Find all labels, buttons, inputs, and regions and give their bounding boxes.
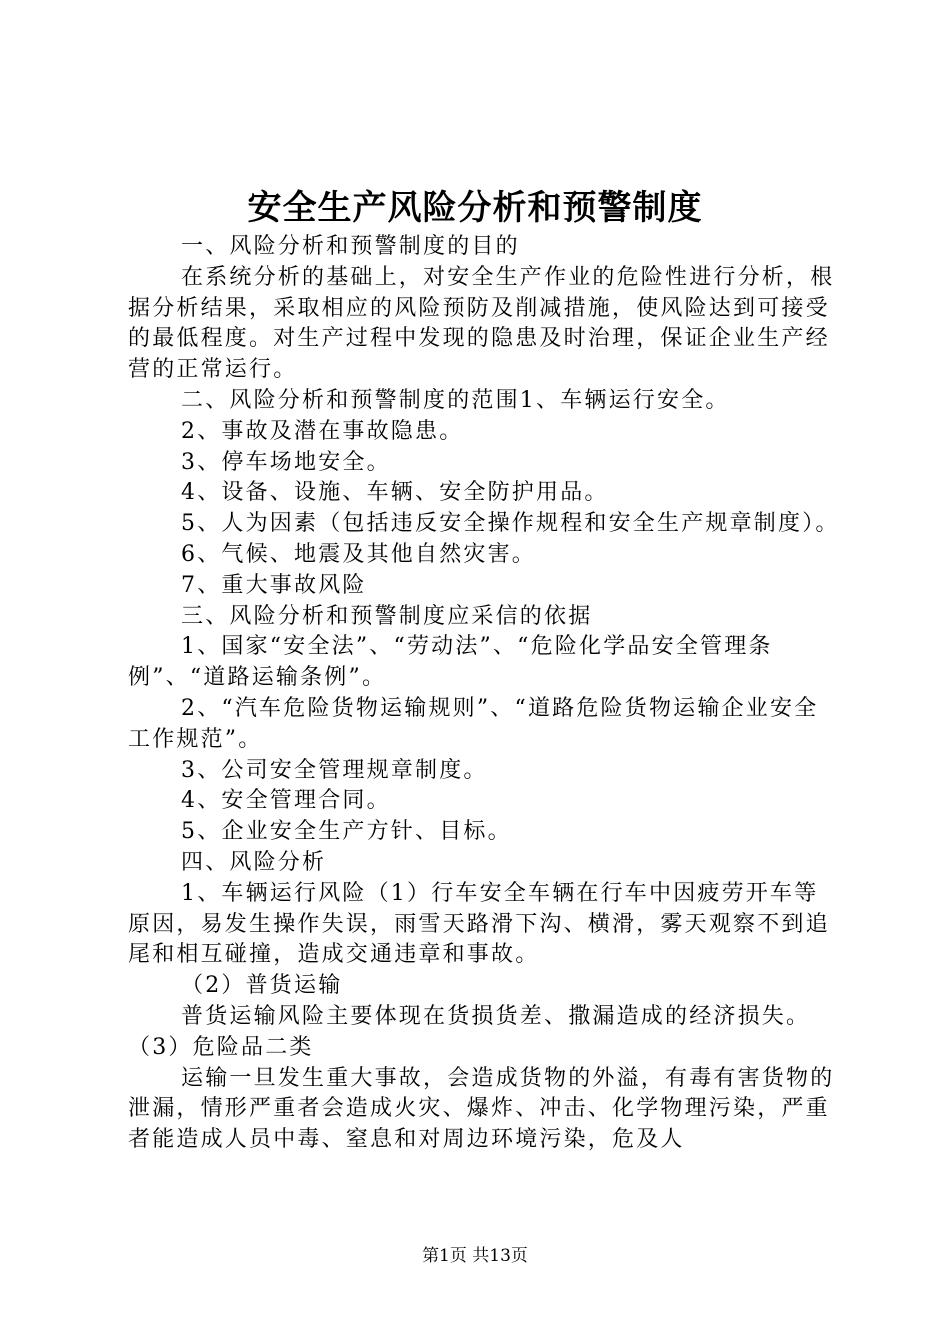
body-paragraph: 1、国家“安全法”、“劳动法”、“危险化学品安全管理条例”、“道路运输条例”。: [128, 634, 773, 691]
body-paragraph: 5、人为因素（包括违反安全操作规程和安全生产规章制度）。: [181, 511, 840, 537]
body-paragraph: 四、风险分析: [181, 849, 327, 875]
body-paragraph: 3、公司安全管理规章制度。: [181, 757, 488, 783]
document-title: 安全生产风险分析和预警制度: [247, 188, 703, 228]
body-paragraph: 6、气候、地震及其他自然灾害。: [181, 541, 536, 567]
body-paragraph: 在系统分析的基础上，对安全生产作业的危险性进行分析，根据分析结果，采取相应的风险预防及削减措施，使风险达到可接受的最低程度。对生产过程中发现的隐患及时治理，保证企业生产经营的正常运行。: [128, 264, 835, 383]
body-paragraph: （2）普货运输: [181, 973, 343, 999]
body-paragraph: 一、风险分析和预警制度的目的: [181, 234, 520, 259]
body-paragraph: 4、设备、设施、车辆、安全防护用品。: [181, 480, 609, 506]
body-paragraph: 三、风险分析和预警制度应采信的依据: [181, 603, 593, 629]
body-paragraph: （3）危险品二类: [128, 1034, 314, 1060]
body-paragraph: 运输一旦发生重大事故，会造成货物的外溢，有毒有害货物的泄漏，情形严重者会造成火灾、爆炸、冲击、化学物理污染，严重者能造成人员中毒、窒息和对周边环境污染，危及人: [128, 1065, 835, 1153]
page-number-footer: 第1页 共13页: [422, 1246, 528, 1266]
document-body: [128, 232, 842, 1156]
body-paragraph: 3、停车场地安全。: [181, 449, 391, 475]
body-paragraph: 5、企业安全生产方针、目标。: [181, 819, 512, 845]
body-paragraph: 7、重大事故风险: [181, 572, 367, 598]
body-paragraph: 4、安全管理合同。: [181, 788, 391, 814]
body-paragraph: 2、事故及潜在事故隐患。: [181, 418, 464, 444]
body-paragraph: 二、风险分析和预警制度的范围1、车辆运行安全。: [181, 387, 730, 413]
body-paragraph: 普货运输风险主要体现在货损货差、撒漏造成的经济损失。: [181, 1003, 811, 1029]
body-paragraph: 1、车辆运行风险（1）行车安全车辆在行车中因疲劳开车等原因，易发生操作失误，雨雪天路滑下沟、横滑，雾天观察不到追尾和相互碰撞，造成交通违章和事故。: [128, 880, 830, 968]
body-paragraph: 2、“汽车危险货物运输规则”、“道路危险货物运输企业安全工作规范”。: [128, 695, 819, 752]
